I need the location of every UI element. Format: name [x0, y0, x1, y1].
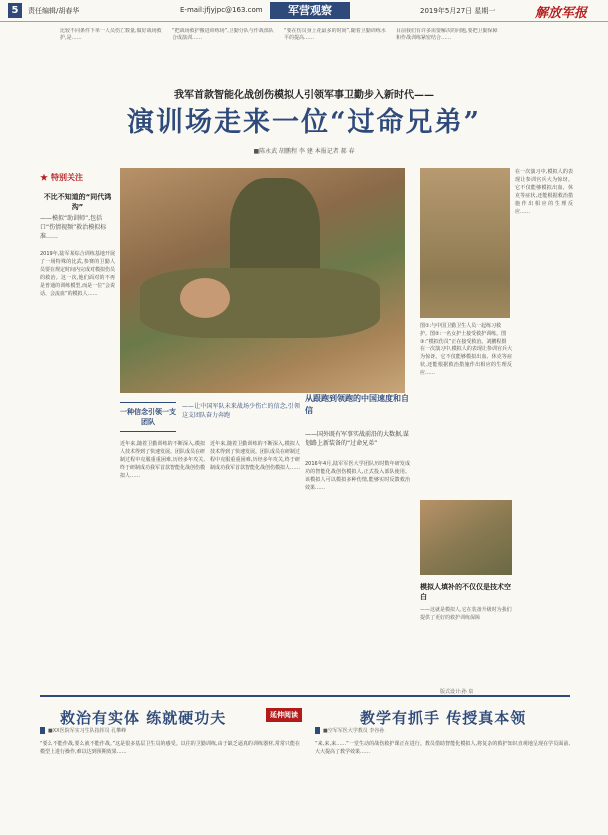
- pull-quote-sub: ——让中国军队未来战场少伤亡的信念,引领这支团队奋力奔跑: [182, 403, 300, 419]
- body-column-mid-2: 近年来,随着卫勤训练的不断深入,模拟人技术得到了快速发展。团队成员在研制过程中克服重重困难,历经多年攻关,终于研制成功我军首款智能化战创伤模拟人……: [210, 441, 300, 471]
- extended-reading-tag: 延伸阅读: [266, 708, 302, 722]
- small-feature-title: 模拟人填补的不仅仅是技术空白: [420, 582, 511, 601]
- editors-line: 责任编辑/胡春华: [28, 7, 80, 15]
- subheading-left: 不比不知道的“同代鸿沟”: [43, 193, 112, 211]
- body-column-right: 在一次演习中,模拟人的表现让参训官兵大为惊讶。它不仅能够模拟出血、休克等症状,还能根据救治措施作出相应的生理反应……: [420, 346, 512, 376]
- intro-col-2: “把战场救护搬进训练场”,卫勤分队与作战部队合成演训……: [172, 28, 274, 41]
- feature-badge: [40, 172, 83, 183]
- intro-col-1: 比较不同条件下单一人员伤亡数量,做好战场救护,是……: [60, 28, 162, 41]
- email-line: E-mail:jfjyjpc@163.com: [180, 6, 263, 14]
- issue-date: 2019年5月27日 星期一: [420, 7, 496, 15]
- pull-quote-title: 一种信念引领一支团队: [120, 407, 176, 426]
- bottom-left-bar: [40, 727, 45, 734]
- subheading-left-summary: ——模拟“助训师”,包括口“伤情视频”救治模拟标准……: [40, 215, 107, 240]
- body-column-far-right: 在一次演习中,模拟人的表现让参训官兵大为惊讶。它不仅能够模拟出血、休克等症状,还能根据救治措施作出相应的生理反应……: [515, 169, 573, 215]
- page-number: 5: [8, 3, 22, 18]
- bottom-right-bar: [315, 727, 320, 734]
- article-kicker: 我军首款智能化战创伤模拟人引领军事卫勤步入新时代——: [174, 90, 434, 101]
- bottom-right-title: 教学有抓手 传授真本领: [360, 709, 527, 727]
- section-title: 军营观察: [270, 2, 350, 19]
- small-photo: [420, 500, 512, 575]
- small-feature-caption: ——这就是模拟人,它在装备升级时为我们提供了更好的救护训练保障: [420, 607, 512, 621]
- body-column-left: 2019年,陆军某综合训练基地开展了一场特殊的比武,参赛的卫勤人员要在规定时间内完成对模拟伤员的救治。这一次,他们面对的不再是普通的训练模型,而是一位“会说话、会流血”的模拟人……: [40, 251, 115, 297]
- photo-caption: 图①:与中国卫勤卫生人员一起练习救护。图②:一名女护士接受救护训练。图③:“模拟伤员”正在接受救治。刘鹏程摄: [420, 323, 507, 345]
- page-header: [0, 0, 608, 22]
- photo-right-bottom: [420, 278, 510, 318]
- star-icon: [40, 174, 48, 182]
- photo-soldier-lying: [140, 268, 380, 338]
- article-headline: 演训场走来一位“过命兄弟”: [126, 107, 482, 138]
- intro-col-3: “要在伤员身上花最多的时间”,随着卫勤训练水平的提高……: [284, 28, 386, 41]
- body-column-mid-1: 近年来,随着卫勤训练的不断深入,模拟人技术得到了快速发展。团队成员在研制过程中克服重重困难,历经多年攻关,终于研制成功我军首款智能化战创伤模拟人……: [120, 441, 205, 479]
- bottom-left-byline: ■XX医院军实习生队指挥员 孔攀峰: [48, 728, 127, 734]
- body-column-mid-3: 2016年4月,陆军军医大学团队历时数年研发成功的智能化战创伤模拟人,正式投入部队使用。该模拟人可以模拟多种伤情,能够实时反馈救治效果……: [305, 461, 410, 491]
- photo-mannequin-face: [180, 278, 230, 318]
- layout-credit: 版式设计:孙 泉: [440, 689, 474, 695]
- intro-col-4: 目前我们有许多需要解决的问题,要把卫勤保障和作战训练紧密结合……: [396, 28, 498, 41]
- bottom-right-byline: ■空军军医大学教员 李谷孙: [323, 728, 385, 734]
- main-photo: [120, 168, 405, 393]
- section-divider: [40, 695, 570, 697]
- subheading-mid: 从跟跑到领跑的中国速度和自信: [305, 393, 409, 415]
- feature-badge-label: 特别关注: [51, 173, 83, 182]
- subheading-mid-summary: ——国外既有军事实战前沿的大数据,谋划路上新装备的“过命兄弟”: [305, 431, 409, 447]
- article-byline: ■陈永武 胡鹏程 李 建 本报记者 郝 春: [253, 148, 355, 155]
- bottom-left-body: “要么不能作战,要么就不能作战。”这是很多基层卫生员的感受。以往的卫勤训练,由于缺乏逼真的训练器材,常常只能在模型上进行操作,难以达到预期效果……: [40, 741, 300, 755]
- photo-right-top: [420, 168, 510, 278]
- pull-quote: [120, 402, 176, 432]
- bottom-right-body: “来,来,来……”一堂生动的战伤救护课正在进行。教员借助智能化模拟人,将复杂的救护知识直观地呈现在学员面前,大大提高了教学效果……: [315, 741, 570, 755]
- bottom-left-title: 救治有实体 练就硬功夫: [60, 709, 227, 727]
- intro-columns: [60, 28, 500, 76]
- newspaper-logo: 解放军报: [535, 6, 588, 21]
